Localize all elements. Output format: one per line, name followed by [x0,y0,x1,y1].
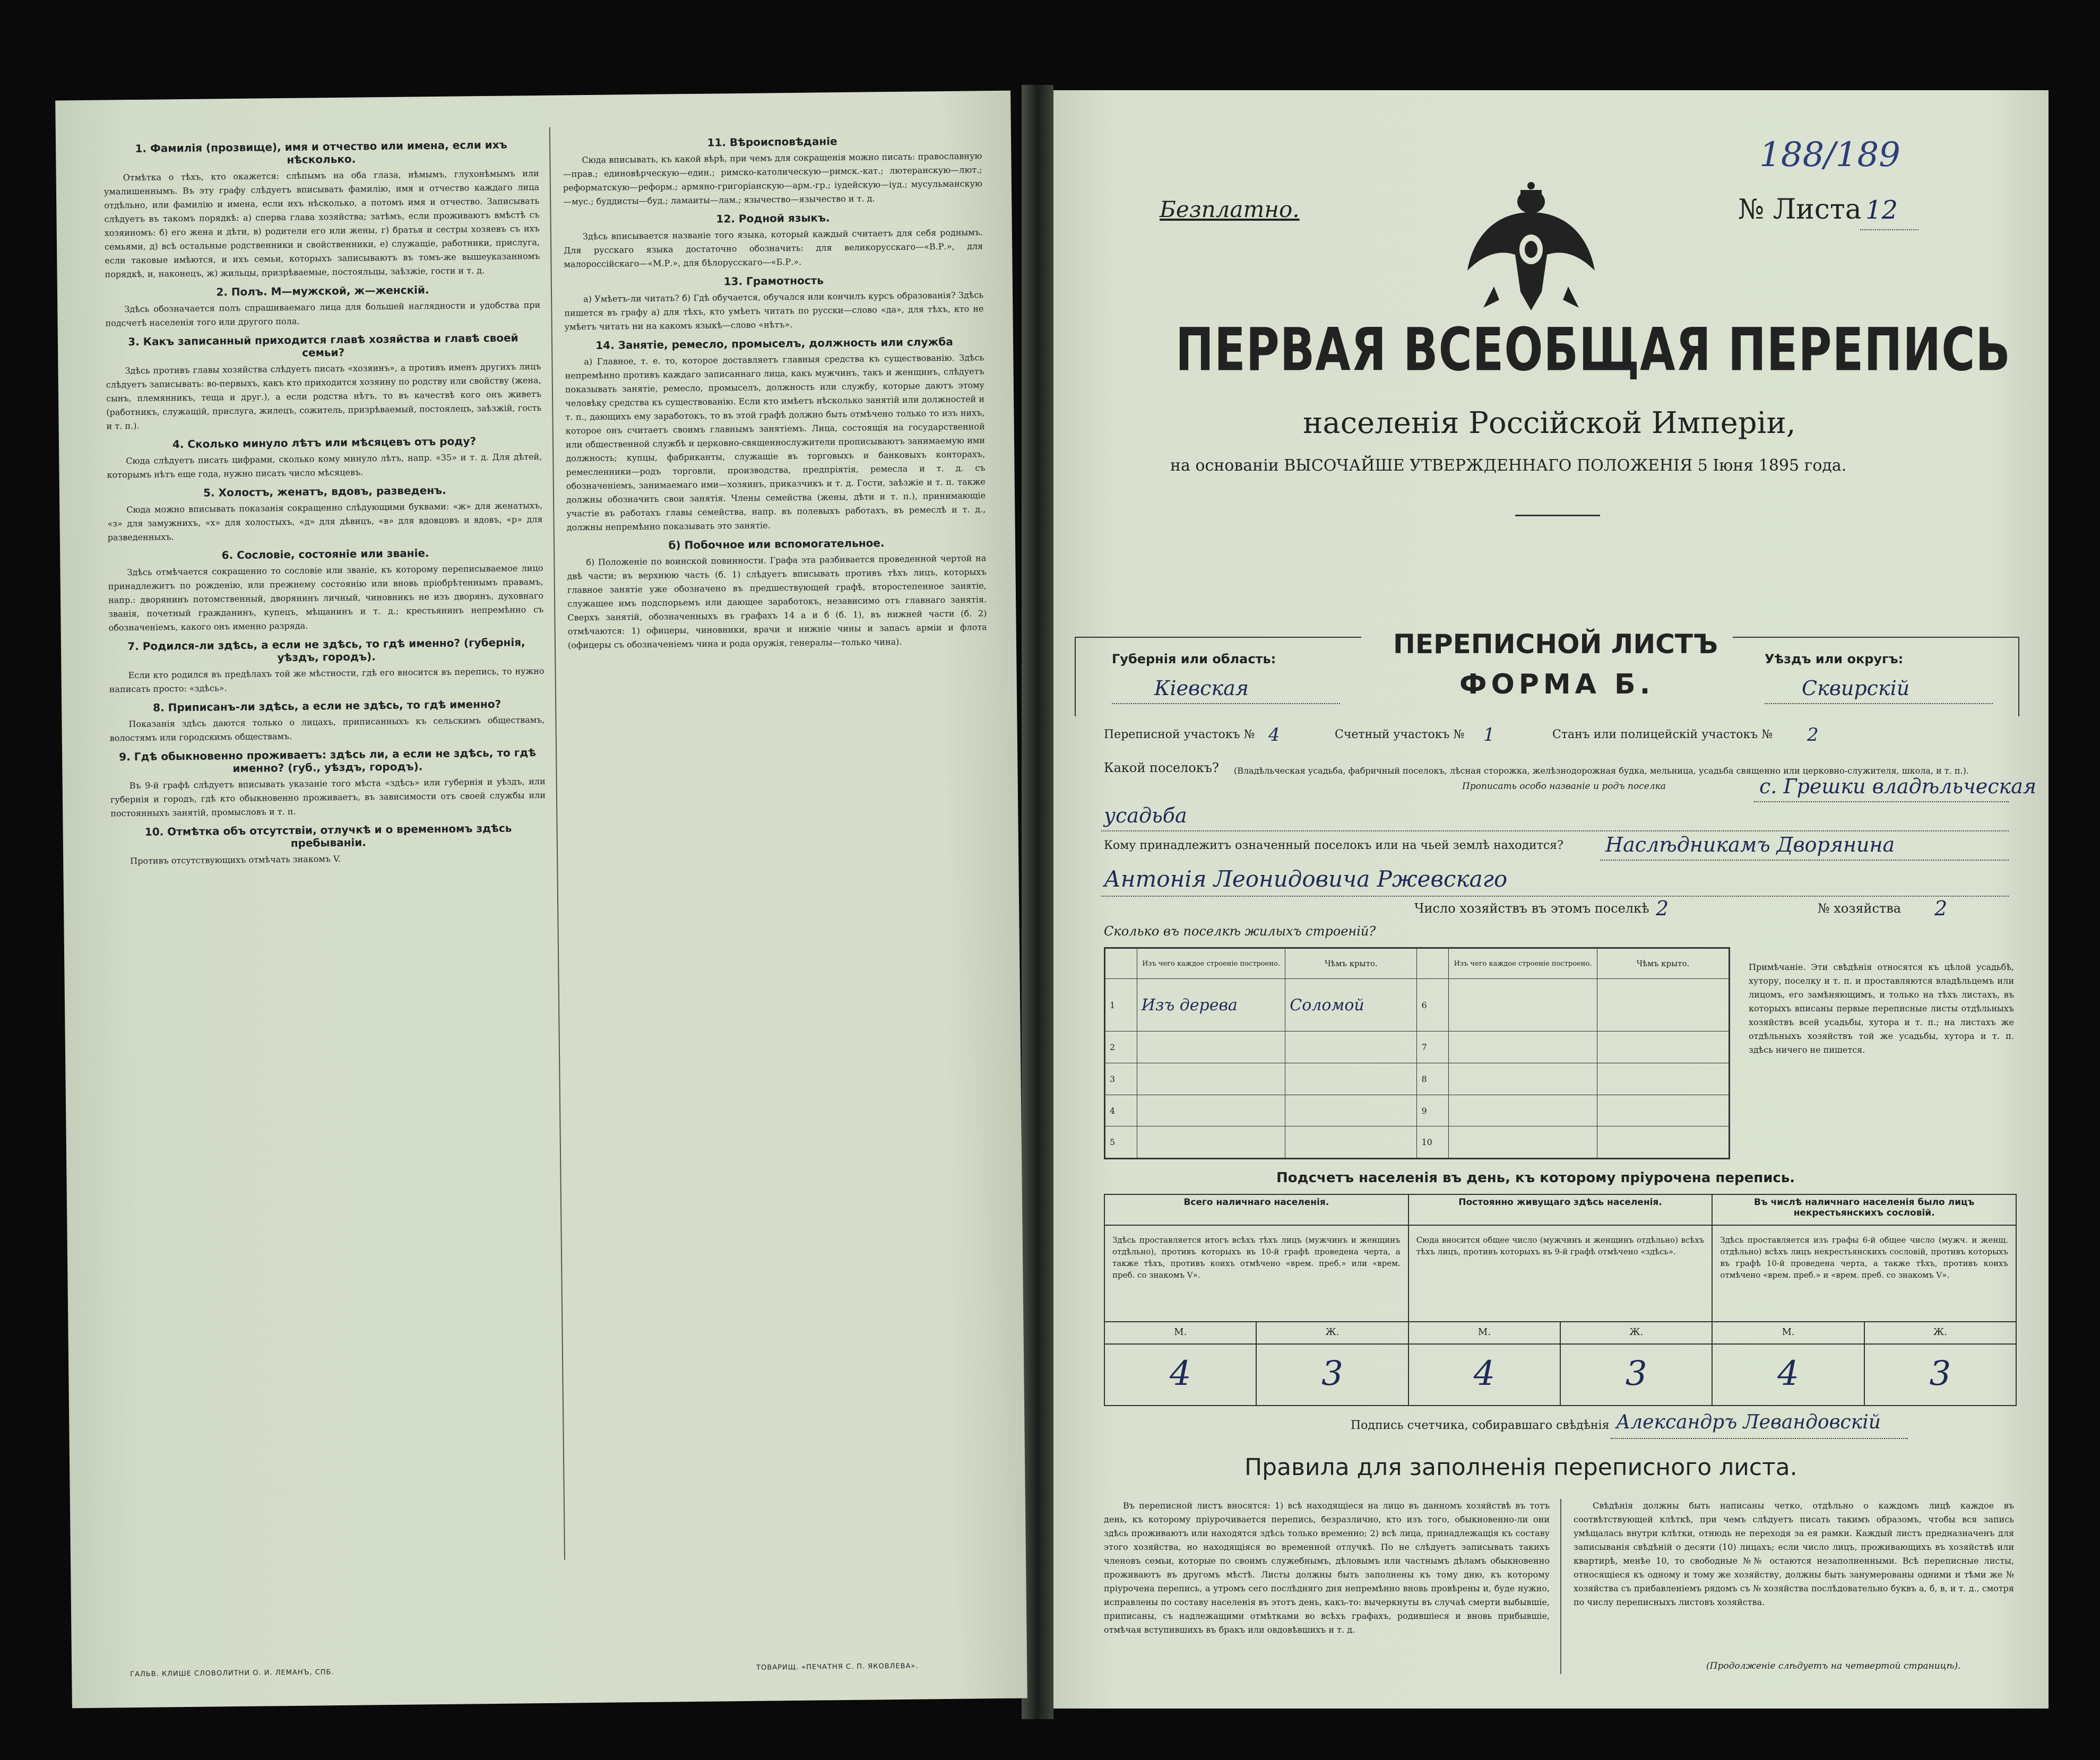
building-roof [1285,1095,1417,1126]
female-label: Ж. [1325,1326,1339,1338]
sheet-number-label: № Листа [1738,194,1862,226]
form-header-band [1075,541,2019,716]
buildings-material-head: Изъ чего каждое строеніе построено. [1449,949,1597,979]
instruction-section-text: Сюда можно вписывать показанія сокращенно слѣдующими буквами: «ж» для женатыхъ, «з» для замужнихъ, «х» для холостыхъ, «д» для дѣвицъ, «в» для вдовцовъ и вдовъ, «р» для разведенныхъ. [107,500,543,543]
settlement-value-line-2: усадьба [1104,804,1187,827]
stan-value: 2 [1807,724,1819,745]
instruction-section-text: Здѣсь противъ главы хозяйства слѣдуетъ писать «хозяинъ», а противъ именъ другихъ лицъ слѣдуетъ записывать: во-первыхъ, какъ кто приходится хозяину по родству или свойству (жена, сынъ, племянникъ, теща и друг.), а если родства нѣтъ, то въ качествѣ кого онъ живетъ (работникъ, служащій, прислуга, жилецъ, сожитель, призрѣваемый, постоялецъ, заѣзжій, гость и т. п.). [106,361,542,431]
building-material: Изъ дерева [1137,979,1285,1031]
households-count-value: 2 [1656,897,1669,920]
building-number: 1 [1105,979,1137,1031]
settlement-value: с. Грешки владѣльческая [1759,775,2037,798]
building-number: 6 [1417,979,1449,1031]
female-count: 3 [1929,1354,1951,1393]
building-number: 10 [1417,1126,1449,1158]
male-label: М. [1105,1322,1257,1343]
male-count: 4 [1105,1345,1257,1405]
male-label: М. [1409,1322,1561,1343]
tally-column-description: Здѣсь проставляется итогъ всѣхъ тѣхъ лицъ (мужчинъ и женщинъ отдѣльно), противъ которыхъ въ 10-й графѣ проведена черта, а также тѣхъ, противъ коихъ отмѣчено «врем. преб.» или «врем. преб. со знакомъ V». [1112,1235,1401,1280]
building-material [1137,1126,1285,1158]
instructions-column-2 [563,128,998,1634]
building-material [1449,979,1597,1031]
buildings-roof-head: Чѣмъ крыто. [1597,949,1729,979]
building-roof [1285,1063,1417,1095]
owner-value-line-2: Антонія Леонидовича Ржевскаго [1104,866,1508,892]
stan-label: Станъ или полицейскій участокъ № [1552,728,1773,741]
building-number: 4 [1105,1095,1137,1126]
tally-column-description: Здѣсь проставляется изъ графы 6-й общее число (мужч. и женщ. отдѣльно) всѣхъ лицъ некрестьянскихъ сословій, противъ которыхъ въ графѣ 10-й проведена черта, а также тѣхъ, противъ коихъ отмѣчено «врем. преб.» и «врем. преб. со знакомъ V». [1720,1235,2009,1280]
instruction-section-title: 6. Сословіе, состояніе или званіе. [221,547,429,562]
table-row [1105,1031,1729,1063]
tally-column-head: Постоянно живущаго здѣсь населенія. [1409,1195,1712,1226]
building-material [1449,1126,1597,1158]
enumeration-district-label: Переписной участокъ № [1104,728,1255,741]
counting-district-label: Счетный участокъ № [1335,728,1465,741]
instruction-section-text: б) Положеніе по воинской повинности. Графа эта разбивается проведенной чертой на двѣ части; въ верхнюю часть (б. 1) слѣдуетъ вписывать противъ тѣхъ лицъ, которыхъ главное занятіе уже обозначено въ предшествующей графѣ, второстепенное занятіе, служащее имъ подспорьемъ или дающее заработокъ, независимо отъ главнаго занятія. Сверхъ занятій, обозначенныхъ въ графахъ 14 а и б (б. 1), въ нижней части (б. 2) отмѣчаются: 1) офицеры, чиновники, врачи и нижніе чины и запасъ арміи и флота (офицеры съ обозначеніемъ чина и рода оружія, генералы—только чина). [567,553,987,651]
building-material [1137,1063,1285,1095]
instruction-section-text: Здѣсь отмѣчается сокращенно то сословіе или званіе, къ которому переписываемое лицо принадлежитъ по рожденію, или прежнему состоянію или вновь пріобрѣтеннымъ правамъ, напр.: дворянинъ потомственный, дворянинъ личный, чиновникъ не изъ дворянъ, духовнаго званія, почетный гражданинъ, купецъ, мѣщанинъ и т. д.; крестьянинъ непремѣнно съ обозначеніемъ, какого онъ именно разряда. [108,562,544,633]
counting-district-value: 1 [1483,724,1495,745]
instruction-section-title: 8. Приписанъ-ли здѣсь, а если не здѣсь, то гдѣ именно? [153,697,502,714]
household-number-value: 2 [1934,897,1948,920]
building-number: 7 [1417,1031,1449,1063]
rules-divider [1560,1499,1561,1674]
enumerator-signature-label: Подпись счетчика, собиравшаго свѣдѣнія [1351,1419,1610,1432]
tally-column [1409,1195,1713,1405]
instruction-section-title: 2. Полъ. М—мужской, ж—женскій. [216,283,429,299]
instruction-section-title: 7. Родился-ли здѣсь, а если не здѣсь, то гдѣ именно? (губернія, уѣздъ, городъ). [127,636,525,664]
instruction-section-title: 1. Фамилія (прозвище), имя и отчество или имена, если ихъ нѣсколько. [135,138,507,166]
census-subtitle: населенія Россійской Имперіи, [1303,406,1796,440]
rules-right-column: Свѣдѣнія должны быть написаны четко, отдѣльно о каждомъ лицѣ каждое въ соотвѣтствующей клѣткѣ, при чемъ слѣдуетъ писать такимъ образомъ, чтобы вся запись умѣщалась внутри клѣтки, отнюдь не переходя за ея рамки. Каждый листъ предназначенъ для записыванія свѣдѣній о десяти (10) лицахъ; если число лицъ, проживающихъ въ хозяйствѣ или квартирѣ, менѣе 10, то свободные №№ остаются незаполненными. Всѣ переписные листы, относящіеся къ одному и тому же хозяйству, должны быть занумерованы одними и тѣми же № хозяйства съ прибавленіемъ рядомъ съ № хозяйства послѣдовательно буквъ а, б, в, и т. д., смотря по числу переписныхъ листовъ хозяйства. [1574,1501,2014,1607]
form-subtitle: ФОРМА Б. [1459,669,1655,700]
form-title: ПЕРЕПИСНОЙ ЛИСТЪ [1393,629,1718,660]
building-roof [1285,1126,1417,1158]
census-legal-basis: на основаніи ВЫСОЧАЙШЕ УТВЕРЖДЕННАГО ПОЛОЖЕНІЯ 5 Іюня 1895 года. [1170,456,1847,475]
left-page [55,91,1027,1709]
building-material [1137,1031,1285,1063]
instruction-section-title: б) Побочное или вспомогательное. [668,536,885,552]
building-roof [1597,1031,1729,1063]
male-count: 4 [1409,1345,1561,1405]
rules-left-column: Въ переписной листъ вносятся: 1) всѣ находящіеся на лицо въ данномъ хозяйствѣ въ тотъ день, къ которому пріурочивается перепись, безразлично, кто изъ того, обыкновенно-ли они здѣсь проживаютъ или находятся здѣсь только временно; 2) всѣ лица, принадлежащія къ составу этого хозяйства, но находящіяся во временной отлучкѣ. По не слѣдуетъ записывать такихъ членовъ семьи, которые по своимъ служебнымъ, дѣловымъ или частнымъ дѣламъ обыкновенно проживаютъ въ другомъ мѣстѣ. Листы должны быть заполнены къ тому дню, къ которому пріурочена перепись, а утромъ сего послѣдняго дня непремѣнно вновь провѣрены и, буде нужно, исправлены по составу населенія въ этотъ день, какъ-то: вычеркнуты въ случаѣ смерти выбывшіе, приписаны, съ надлежащими отмѣтками во всѣхъ графахъ, родившіеся и вновь прибывшіе, отмѣчая вступившихъ въ бракъ или овдовѣвшихъ и т. д. [1104,1501,1550,1635]
instruction-section-text: Сюда вписывать, къ какой вѣрѣ, при чемъ для сокращенія можно писать: православную—прав.; единовѣрческую—един.; римско-католическую—римск.-кат.; лютеранскую—лют.; реформатскую—реформ.; армяно-григоріанскую—арм.-гр.; іудейскую—іуд.; мусульманскую—мус.; буддисты—буд.; ламаиты—лам.; язычество—язычество и т. д. [563,151,983,207]
instruction-section-title: 5. Холостъ, женатъ, вдовъ, разведенъ. [203,483,446,499]
enumerator-signature-value: Александръ Левандовскій [1616,1411,1881,1433]
instruction-section-text: Отмѣтка о тѣхъ, кто окажется: слѣпымъ на оба глаза, нѣмымъ, глухонѣмымъ или умалишеннымъ. Въ эту графу слѣдуетъ вписывать фамилію, имя и отчество каждаго лица отдѣльно, или фамилію и имена, если ихъ нѣсколько, а потомъ имя и отчество. Записывать слѣдуетъ въ такомъ порядкѣ: а) сперва глава хозяйства; затѣмъ, если проживаютъ вмѣстѣ съ хозяиномъ: б) его жена и дѣти, в) родители его или жены, г) братья и сестры хозяевъ съ ихъ семьями, д) всѣ остальные родственники и свойственники, е) служащіе, работники, прислуга, если таковые имѣются, и ихъ семьи, которыхъ записываютъ въ томъ-же вышеуказанномъ порядкѣ, и, наконецъ, ж) жильцы, призрѣваемые, постояльцы, заѣзжіе, гости и т. д. [103,168,540,280]
male-count: 4 [1713,1345,1864,1405]
instruction-section-title: 14. Занятіе, ремесло, промыселъ, должность или служба [595,335,953,352]
instruction-section-text: Если кто родился въ предѣлахъ той же мѣстности, гдѣ его вносится въ перепись, то нужно написать просто: «здѣсь». [109,665,545,695]
settlement-hint-2: Прописать особо названіе и родъ поселка [1462,781,1666,792]
tally-column [1105,1195,1409,1405]
female-label: Ж. [1933,1326,1947,1338]
census-title: ПЕРВАЯ ВСЕОБЩАЯ ПЕРЕПИСЬ [1176,316,2011,385]
instruction-section-text: Показанія здѣсь даются только о лицахъ, приписанныхъ къ сельскимъ обществамъ, волостямъ или городскимъ обществамъ. [109,714,545,743]
table-row [1105,1126,1729,1158]
tally-column-description: Сюда вносится общее число (мужчинъ и женщинъ отдѣльно) всѣхъ тѣхъ лицъ, противъ которыхъ въ 9-й графѣ отмѣчено «здѣсь». [1416,1235,1705,1256]
instruction-section-title: 11. Вѣроисповѣданіе [707,135,837,149]
building-number: 3 [1105,1063,1137,1095]
tally-column-head: Всего наличнаго населенія. [1105,1195,1408,1226]
instruction-section-title: 4. Сколько минуло лѣтъ или мѣсяцевъ отъ роду? [172,435,477,451]
buildings-material-head: Изъ чего каждое строеніе построено. [1137,949,1285,979]
building-roof: Соломой [1285,979,1417,1031]
instruction-section-title: 13. Грамотность [723,274,824,288]
book-spine [1022,85,1053,1719]
instruction-section-text: Противъ отсутствующихъ отмѣчать знакомъ V. [130,853,341,866]
male-label: М. [1713,1322,1864,1343]
instruction-section-title: 12. Родной языкъ. [716,211,830,226]
building-number: 2 [1105,1031,1137,1063]
table-row [1105,1063,1729,1095]
building-roof [1597,979,1729,1031]
gubernia-label: Губернія или область: [1112,652,1276,666]
rules-title: Правила для заполненія переписного листа. [1245,1454,1797,1481]
printer-imprint-left: ГАЛЬВ. КЛИШЕ СЛОВОЛИТНИ О. И. ЛЕМАНЪ, СПБ. [130,1668,334,1679]
owner-label: Кому принадлежитъ означенный поселокъ или на чьей землѣ находится? [1104,839,1563,852]
settlement-hint: (Владѣльческая усадьба, фабричный поселокъ, лѣсная сторожка, желѣзнодорожная будка, мельница, усадьба священно или церковно-служителя, школа, и т. п.). [1234,766,1969,776]
table-row [1105,1095,1729,1126]
population-tally-table [1104,1194,2017,1406]
continued-note: (Продолженіе слѣдуетъ на четвертой страницѣ). [1706,1661,1961,1671]
buildings-num-head [1105,949,1137,979]
instruction-section-text: Здѣсь вписывается названіе того языка, который каждый считаетъ для себя роднымъ. Для русскаго языка достаточно обозначить: для великорусскаго—«В.Р.», для малороссійскаго—«М.Р.», для бѣлорусскаго—«Б.Р.». [564,227,983,270]
household-number-label: № хозяйства [1818,901,1902,916]
instruction-section-text: Здѣсь обозначается полъ спрашиваемаго лица для большей наглядности и удобства при подсчетѣ населенія того или другого пола. [105,299,541,328]
instructions-column-1 [103,133,555,1638]
gubernia-value: Кіевская [1154,677,1249,700]
sheet-number-value: 12 [1865,195,1898,225]
instruction-section-title: 9. Гдѣ обыкновенно проживаетъ: здѣсь ли, а если не здѣсь, то гдѣ именно? (губ., уѣздъ, городъ). [119,746,537,775]
instruction-section-text: Сюда слѣдуетъ писать цифрами, сколько кому минуло лѣтъ, напр. «35» и т. д. Для дѣтей, которымъ нѣтъ еще года, нужно писать число мѣсяцевъ. [107,451,542,480]
free-label: Безплатно. [1160,196,1300,222]
settlement-label: Какой поселокъ? [1104,760,1219,775]
building-number: 5 [1105,1126,1137,1158]
female-count: 3 [1625,1354,1647,1393]
tally-column [1713,1195,2016,1405]
building-roof [1597,1126,1729,1158]
buildings-table [1104,947,1730,1159]
households-count-label: Число хозяйствъ въ этомъ поселкѣ [1414,901,1649,916]
right-page [1053,90,2049,1709]
building-material [1449,1095,1597,1126]
tally-column-head: Въ числѣ наличнаго населенія было лицъ некрестьянскихъ сословій. [1713,1195,2016,1226]
instruction-section-title: 3. Какъ записанный приходится главѣ хозяйства и главѣ своей семьи? [128,331,518,359]
archive-sheet-number: 188/189 [1759,135,1900,175]
enumeration-district-value: 4 [1268,724,1280,745]
buildings-note: Примѣчаніе. Эти свѣдѣнія относятся къ цѣлой усадьбѣ, хутору, поселку и т. п. и проставляются владѣльцемъ или лицомъ, его замѣняющимъ, и только на тѣхъ листахъ, въ которыхъ вписаны первые переписные листы отдѣльныхъ хозяйствъ всей усадьбы, хутора и т. п.; на листахъ же отдѣльныхъ хозяйствъ той же усадьбы, хутора и т. п. здѣсь ничего не пишется. [1749,962,2014,1055]
table-row [1105,979,1729,1031]
column-divider [549,127,565,1560]
printer-imprint-right: ТОВАРИЩ. «ПЕЧАТНЯ С. П. ЯКОВЛЕВА». [756,1662,919,1672]
buildings-num-head [1417,949,1449,979]
imperial-eagle-icon [1462,180,1600,313]
instruction-section-text: а) Главное, т. е. то, которое доставляетъ главныя средства къ существованію. Здѣсь непремѣнно противъ каждаго записаннаго лица, какъ мужчинъ, такъ и женщинъ, слѣдуетъ показывать занятіе, ремесло, промыселъ, должность или службу, которые даютъ этому человѣку средства къ существованію. Если кто имѣетъ нѣсколько занятій или должностей и т. п., дающихъ ему заработокъ, то въ этой графѣ должно быть отмѣчено только то изъ нихъ, которое онъ считаетъ своимъ главнымъ занятіемъ. Лица, состоящія на государственной или общественной службѣ и церковно-священнослужители прописываютъ занимаемую ими должность; купцы, фабриканты, служащіе въ торговыхъ и банковыхъ конторахъ, ремесленники—родъ торговли, производства, предпріятія, ремесла и т. д. съ обозначеніемъ, занимаемаго ими—хозяинъ, приказчикъ и т. д. Гости, заѣзжіе и т. п. также должны обозначить свои занятія. Члены семейства (жены, дѣти и т. п.), принимающіе участіе въ работахъ главы семейства, напр. въ полевыхъ работахъ, въ ремеслѣ и т. д., должны непремѣнно показывать это занятіе. [565,352,986,533]
building-roof [1597,1063,1729,1095]
uezd-value: Сквирскій [1802,677,1910,700]
uezd-label: Уѣздъ или округъ: [1765,652,1904,666]
instruction-section-text: Въ 9-й графѣ слѣдуетъ вписывать указаніе того мѣста «здѣсь» или губернія и уѣздъ, или губернія и городъ, гдѣ кто обыкновенно проживаетъ, въ зависимости отъ своей службы или постоянныхъ занятій, промысловъ и т. п. [110,776,546,819]
building-roof [1285,1031,1417,1063]
buildings-count-label: Сколько въ поселкѣ жилыхъ строеній? [1104,924,1376,939]
building-number: 9 [1417,1095,1449,1126]
female-count: 3 [1321,1354,1343,1393]
buildings-roof-head: Чѣмъ крыто. [1285,949,1417,979]
building-material [1137,1095,1285,1126]
building-number: 8 [1417,1063,1449,1095]
instruction-section-title: 10. Отмѣтка объ отсутствіи, отлучкѣ и о временномъ здѣсь пребываніи. [144,821,512,849]
owner-value: Наслѣдникамъ Дворянина [1605,833,1895,856]
population-tally-title: Подсчетъ населенія въ день, къ которому пріурочена перепись. [1276,1170,1795,1186]
female-label: Ж. [1629,1326,1644,1338]
building-material [1449,1063,1597,1095]
building-material [1449,1031,1597,1063]
instruction-section-text: а) Умѣетъ-ли читать? б) Гдѣ обучается, обучался или кончилъ курсъ образованія? Здѣсь пишется въ графу а) для тѣхъ, кто умѣетъ читать по русски—слово «да», для тѣхъ, кто не умѣетъ читать ни на какомъ языкѣ—слово «нѣтъ». [564,290,984,332]
building-roof [1597,1095,1729,1126]
